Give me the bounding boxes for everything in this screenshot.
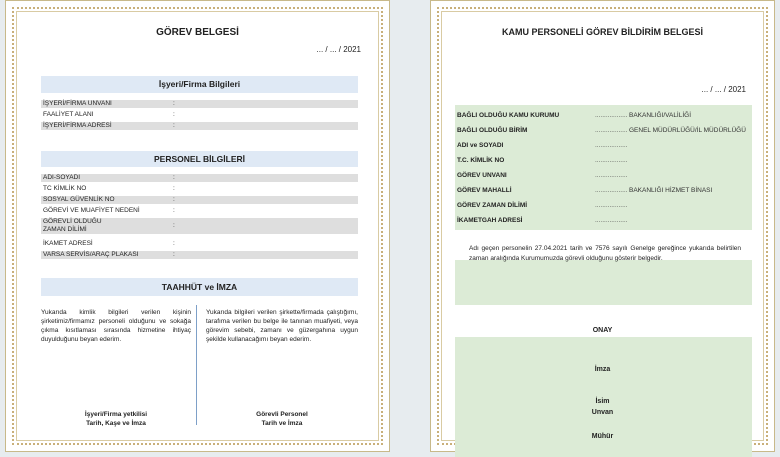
row-blank: .................. xyxy=(595,187,628,194)
right-document xyxy=(430,0,775,452)
row-blank: .................. xyxy=(595,172,628,179)
row-colon: : xyxy=(173,207,175,214)
row-colon: : xyxy=(173,251,175,258)
approval-signature-label: İmza xyxy=(594,366,611,373)
row-blank: .................. xyxy=(595,217,628,224)
row-blank: .................. xyxy=(595,127,628,134)
approval-seal-label: Mühür xyxy=(591,433,614,440)
row-blank: .................. xyxy=(595,142,628,149)
row-label: FAALİYET ALANI xyxy=(43,111,94,118)
row-label: GÖREVİ VE MUAFİYET NEDENİ xyxy=(43,207,140,214)
left-doc-title: GÖREV BELGESİ xyxy=(156,27,239,38)
row-label: SOSYAL GÜVENLİK NO xyxy=(43,196,115,203)
government-info-row xyxy=(455,200,752,211)
government-info-row xyxy=(455,140,752,151)
row-colon: : xyxy=(173,100,175,107)
row-label: ADI ve SOYADI xyxy=(457,142,504,149)
left-doc-date: ... / ... / 2021 xyxy=(316,45,361,54)
personnel-info-row xyxy=(41,251,358,259)
row-label: GÖREV ZAMAN DİLİMİ xyxy=(457,202,528,209)
company-info-row xyxy=(41,111,358,119)
row-colon: : xyxy=(173,196,175,203)
company-signer-label: İşyeri/Firma yetkilisi xyxy=(84,411,148,418)
row-label: GÖREVLİ OLDUĞU ZAMAN DİLİMİ xyxy=(43,218,102,233)
row-colon: : xyxy=(173,111,175,118)
personnel-info-row xyxy=(41,185,358,193)
company-section-heading: İşyeri/Firma Bilgileri xyxy=(41,76,358,93)
row-label: BAĞLI OLDUĞU KAMU KURUMU xyxy=(457,112,560,119)
row-value: GENEL MÜDÜRLÜĞÜ/İL MÜDÜRLÜĞÜ xyxy=(629,127,746,134)
statement-panel xyxy=(455,260,752,305)
personnel-info-row xyxy=(41,174,358,182)
row-colon: : xyxy=(173,174,175,181)
row-label: BAĞLI OLDUĞU BİRİM xyxy=(457,127,528,134)
personnel-signer-label: Görevli Personel xyxy=(256,411,308,418)
personnel-signature-instructions: Tarih ve İmza xyxy=(261,420,303,427)
right-document-body xyxy=(445,15,760,440)
row-label: VARSA SERVİS/ARAÇ PLAKASI xyxy=(43,251,139,258)
government-info-row xyxy=(455,185,752,196)
row-colon: : xyxy=(173,122,175,129)
personnel-signature-block xyxy=(206,410,358,428)
right-doc-date: ... / ... / 2021 xyxy=(701,85,746,94)
row-colon: : xyxy=(173,240,175,247)
approval-title-label: Unvan xyxy=(591,409,614,416)
personnel-info-row xyxy=(41,218,358,234)
right-doc-title: KAMU PERSONELİ GÖREV BİLDİRİM BELGESİ xyxy=(501,27,703,37)
personnel-info-row xyxy=(41,240,358,248)
government-info-row xyxy=(455,110,752,121)
row-label: GÖREV MAHALLİ xyxy=(457,187,512,194)
personnel-section-heading: PERSONEL BİLGİLERİ xyxy=(41,151,358,167)
row-blank: .................. xyxy=(595,202,628,209)
approval-heading: ONAY xyxy=(592,327,613,334)
government-info-row xyxy=(455,215,752,226)
government-info-row xyxy=(455,170,752,181)
personnel-info-row xyxy=(41,196,358,204)
row-label: T.C. KİMLİK NO xyxy=(457,157,505,164)
row-label: GÖREV UNVANI xyxy=(457,172,507,179)
signature-divider xyxy=(196,305,197,425)
company-commitment-text: Yukarıda kimlik bilgileri verilen kişinin şirketimiz/firmamız personeli olduğunu ve sokağa çıkma kısıtlaması sırasında hizmetine ihtiyaç duyulduğunu beyan ederim. xyxy=(41,309,191,343)
row-value: BAKANLIĞI/VALİLİĞİ xyxy=(629,112,692,119)
personnel-commitment-text: Yukarıda bilgileri verilen şirkette/firmada çalıştığımı, tarafıma verilen bu belge ile tanınan muafiyeti, veya görevim sebebi, zamanı ve güzergahına uygun şekilde kullanacağımı beyan ederim. xyxy=(206,309,358,343)
row-blank: .................. xyxy=(595,157,628,164)
commitment-heading: TAAHHÜT ve İMZA xyxy=(41,278,358,296)
personnel-info-row xyxy=(41,207,358,215)
company-signature-instructions: Tarih, Kaşe ve İmza xyxy=(86,420,146,427)
row-value: BAKANLIĞI HİZMET BİNASI xyxy=(629,187,713,194)
personnel-info-panel xyxy=(455,105,752,230)
row-label: ADI-SOYADI xyxy=(43,174,81,181)
row-colon: : xyxy=(173,185,175,192)
approval-name-label: İsim xyxy=(595,398,610,405)
company-info-row xyxy=(41,122,358,130)
row-label: İKAMETGAH ADRESİ xyxy=(457,217,523,224)
row-label: İŞYERİ/FİRMA UNVANI xyxy=(43,100,112,107)
government-info-row xyxy=(455,155,752,166)
row-colon: : xyxy=(173,222,175,229)
row-blank: .................. xyxy=(595,112,628,119)
row-label: İKAMET ADRESİ xyxy=(43,240,93,247)
row-label: İŞYERİ/FİRMA ADRESİ xyxy=(43,122,112,129)
left-document xyxy=(5,0,390,452)
government-info-row xyxy=(455,125,752,136)
row-label: TC KİMLİK NO xyxy=(43,185,87,192)
statement-text: Adı geçen personelin 27.04.2021 tarih ve 7576 sayılı Genelge gereğince yukarıda belirtilen zaman aralığında Kurumumuzda görevli olduğunu gösterir belgedir. xyxy=(469,245,741,262)
left-document-body xyxy=(20,15,375,437)
company-signature-block xyxy=(41,410,191,428)
company-info-row xyxy=(41,100,358,108)
